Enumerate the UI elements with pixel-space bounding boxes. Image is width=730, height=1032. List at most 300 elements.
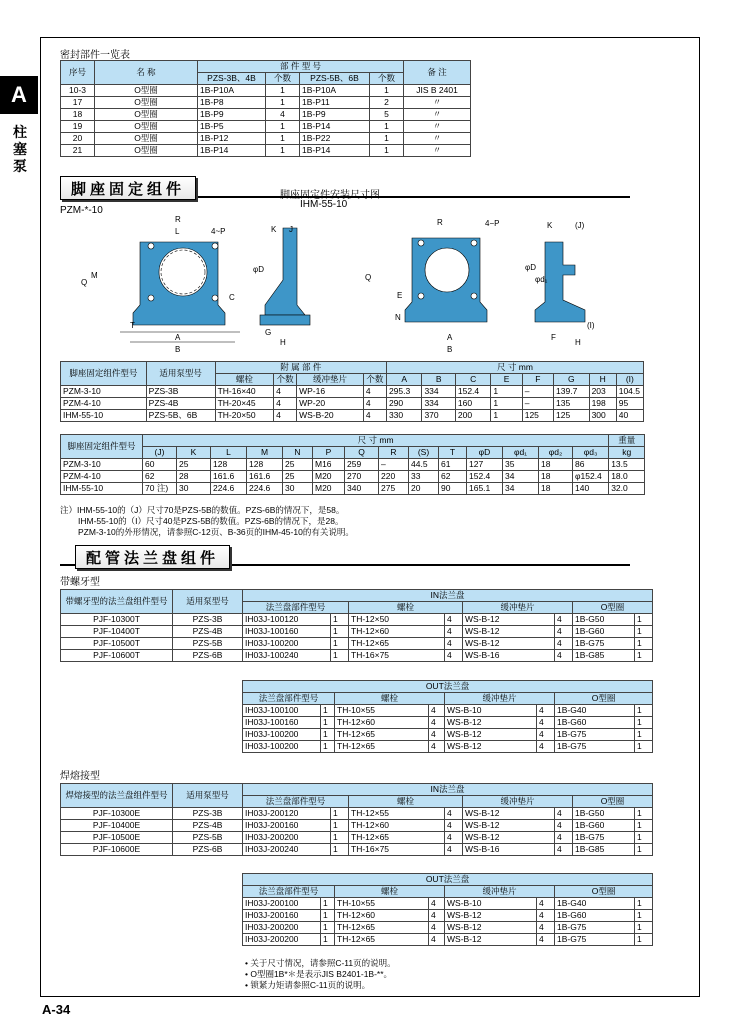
table-cell: 4 (429, 741, 445, 753)
table-row (243, 717, 653, 729)
table-cell: – (379, 459, 409, 471)
table-cell: PZM-3-10 (61, 459, 143, 471)
table-cell: PZM-3-10 (61, 386, 147, 398)
table-cell: IH03J-200120 (243, 808, 331, 820)
table-cell: M20 (313, 483, 345, 495)
col-header: 尺 寸 mm (143, 435, 609, 447)
col-header: C (455, 374, 491, 386)
table-cell: 4 (445, 844, 463, 856)
table-row (61, 109, 471, 121)
table-cell: 1 (370, 145, 404, 157)
table-cell: 30 (177, 483, 211, 495)
table-cell: 1B-P11 (300, 97, 370, 109)
col-header: 个数 (370, 73, 404, 85)
col-header: 法兰盘部件型号 (243, 602, 349, 614)
table-cell: 〃 (404, 109, 471, 121)
table-cell: TH-12×65 (349, 832, 445, 844)
table-cell: 1 (321, 898, 335, 910)
col-header: 部 件 型 号 (198, 61, 404, 73)
col-header: 缓冲垫片 (445, 886, 555, 898)
table-cell: 1 (635, 922, 653, 934)
table-cell: 1 (370, 121, 404, 133)
table-cell: PZS-3B (173, 614, 243, 626)
table-cell: 35 (503, 459, 539, 471)
table-cell: 4 (445, 820, 463, 832)
svg-text:K: K (271, 225, 277, 234)
table-cell: IH03J-200100 (243, 898, 321, 910)
svg-text:K: K (547, 221, 553, 230)
table-cell: 1 (331, 614, 349, 626)
col-header: 螺栓 (349, 602, 463, 614)
table-cell: 1 (491, 410, 522, 422)
table-cell: 334 (422, 398, 455, 410)
col-header: 备 注 (404, 61, 471, 85)
table-cell: 62 (143, 471, 177, 483)
table-cell: 140 (573, 483, 609, 495)
table-cell: 152.4 (455, 386, 491, 398)
table-cell: 1B-P12 (198, 133, 266, 145)
col-header: (S) (409, 447, 439, 459)
table-cell: PZS-5B、6B (146, 410, 215, 422)
table-cell: JIS B 2401 (404, 85, 471, 97)
table-cell: 4 (429, 705, 445, 717)
table-cell: 4 (445, 650, 463, 662)
table-cell: 90 (439, 483, 467, 495)
table-cell: 1B-G75 (573, 638, 635, 650)
svg-text:Q: Q (365, 273, 372, 282)
table-cell: 33 (409, 471, 439, 483)
table-row (243, 934, 653, 946)
table-cell: 1B-G50 (573, 808, 635, 820)
table-row (61, 614, 653, 626)
table-cell: 203 (589, 386, 616, 398)
table-cell: 4 (445, 638, 463, 650)
table-cell: IH03J-100160 (243, 717, 321, 729)
svg-text:M: M (91, 271, 98, 280)
table-row (61, 85, 471, 97)
table-cell: 5 (370, 109, 404, 121)
table-cell: 1B-G75 (573, 832, 635, 844)
col-header: R (379, 447, 409, 459)
col-header: 序号 (61, 61, 95, 85)
col-header: 脚座固定组件型号 (61, 435, 143, 459)
table-cell: O型圈 (95, 145, 198, 157)
table-cell: 270 (345, 471, 379, 483)
table-cell: 86 (573, 459, 609, 471)
col-header: O型圈 (573, 602, 653, 614)
col-header: IN法兰盘 (243, 784, 653, 796)
table-cell: IHM-55-10 (61, 483, 143, 495)
diagram-model: IHM-55-10 (300, 199, 348, 210)
svg-text:A: A (175, 333, 181, 342)
col-header: φd₃ (573, 447, 609, 459)
table-cell: WS-B-12 (445, 922, 537, 934)
foot-table-2 (60, 434, 645, 495)
table-cell: IH03J-200160 (243, 910, 321, 922)
table-cell: 1B-P14 (198, 145, 266, 157)
table-cell: 13.5 (609, 459, 645, 471)
table-cell: PJF-10500E (61, 832, 173, 844)
col-header: O型圈 (573, 796, 653, 808)
table-cell: 30 (283, 483, 313, 495)
table-cell: 224.6 (247, 483, 283, 495)
table-cell: 20 (61, 133, 95, 145)
table-cell: WS-B-20 (297, 410, 364, 422)
table-cell: PZS-4B (173, 626, 243, 638)
col-header: kg (609, 447, 645, 459)
table-cell: 1B-G50 (573, 614, 635, 626)
col-header: O型圈 (555, 886, 653, 898)
table-cell: TH-12×65 (349, 638, 445, 650)
table-cell: 1B-P10A (198, 85, 266, 97)
col-header: (J) (143, 447, 177, 459)
table-cell: 4 (429, 729, 445, 741)
page-number: A-34 (42, 1002, 71, 1017)
table-cell: 1B-G75 (555, 729, 635, 741)
col-header: 脚座固定组件型号 (61, 362, 147, 386)
table-cell: WS-B-12 (445, 729, 537, 741)
table-cell: 224.6 (211, 483, 247, 495)
front-view-right (405, 238, 487, 322)
table-cell: TH-10×55 (335, 898, 429, 910)
table-cell: 1 (635, 910, 653, 922)
foot-section-header: 脚座固定组件 (60, 176, 196, 200)
col-header: 适用泵型号 (146, 362, 215, 386)
col-header: O型圈 (555, 693, 653, 705)
table-cell: 1 (635, 638, 653, 650)
table-row (61, 650, 653, 662)
seal-title: 密封部件一览表 (60, 50, 130, 61)
table-row (61, 145, 471, 157)
table-cell: 70 注) (143, 483, 177, 495)
table-row (243, 922, 653, 934)
table-cell: 1 (491, 398, 522, 410)
table-cell: 28 (177, 471, 211, 483)
table-cell: TH-12×60 (349, 626, 445, 638)
table-cell: 4 (555, 832, 573, 844)
table-cell: PJF-10600E (61, 844, 173, 856)
table-cell: 1 (321, 705, 335, 717)
table-cell: IH03J-100120 (243, 614, 331, 626)
table-cell: PZM-4-10 (61, 398, 147, 410)
table-cell: 1 (635, 705, 653, 717)
table-cell: PZS-3B (173, 808, 243, 820)
table-cell: 1B-P10A (300, 85, 370, 97)
seal-body (61, 85, 471, 157)
svg-text:4~P: 4~P (211, 227, 226, 236)
table-cell: WS-B-12 (463, 626, 555, 638)
svg-text:E: E (397, 291, 403, 300)
table-cell: IH03J-200200 (243, 832, 331, 844)
table-row (61, 638, 653, 650)
table-cell: 1 (331, 820, 349, 832)
svg-text:T: T (130, 321, 135, 330)
foot2-body (61, 459, 645, 495)
table-cell: 1 (331, 844, 349, 856)
table-cell: 1 (266, 121, 300, 133)
table-cell: 10-3 (61, 85, 95, 97)
table-cell: IH03J-100100 (243, 705, 321, 717)
table-cell: IH03J-200200 (243, 934, 321, 946)
table-cell: 17 (61, 97, 95, 109)
table-row (61, 459, 645, 471)
table-cell: 1 (635, 832, 653, 844)
table-cell: 161.6 (247, 471, 283, 483)
col-header: 螺栓 (349, 796, 463, 808)
table-cell: TH-10×55 (335, 705, 429, 717)
table-cell: TH-16×40 (215, 386, 274, 398)
table-cell: 1 (266, 97, 300, 109)
table-cell: 1 (266, 145, 300, 157)
table-cell: 40 (616, 410, 643, 422)
table-cell: 1B-G40 (555, 898, 635, 910)
table-cell: IH03J-100240 (243, 650, 331, 662)
table-cell: 4 (537, 898, 555, 910)
col-header: 缓冲垫片 (297, 374, 364, 386)
col-header: PZS-5B、6B (300, 73, 370, 85)
table-cell: 4 (537, 922, 555, 934)
table-cell: 4 (274, 398, 297, 410)
col-header: 带螺牙型的法兰盘组件型号 (61, 590, 173, 614)
table-cell: 1B-G75 (555, 934, 635, 946)
table-cell: 295.3 (386, 386, 422, 398)
table-cell: 2 (370, 97, 404, 109)
table-cell: 1 (635, 717, 653, 729)
table-cell: 1 (370, 85, 404, 97)
col-header: 个数 (266, 73, 300, 85)
table-cell: 25 (283, 459, 313, 471)
table-cell: 161.6 (211, 471, 247, 483)
table-cell: 275 (379, 483, 409, 495)
table-cell: TH-16×75 (349, 844, 445, 856)
table-cell: 4 (445, 808, 463, 820)
table-cell: 4 (274, 386, 297, 398)
svg-text:H: H (575, 338, 581, 347)
table-cell: 1 (331, 626, 349, 638)
table-cell: WS-B-10 (445, 898, 537, 910)
table-cell: 1 (635, 820, 653, 832)
table-cell: 220 (379, 471, 409, 483)
win-body (61, 808, 653, 856)
table-cell: 18.0 (609, 471, 645, 483)
table-cell: O型圈 (95, 109, 198, 121)
col-header: 缓冲垫片 (445, 693, 555, 705)
section-title: 柱塞泵 (13, 124, 27, 174)
table-cell: WS-B-16 (463, 844, 555, 856)
table-cell: 44.5 (409, 459, 439, 471)
table-cell: 34 (503, 471, 539, 483)
table-cell: 95 (616, 398, 643, 410)
table-cell: 104.5 (616, 386, 643, 398)
col-header: Q (345, 447, 379, 459)
table-cell: TH-12×60 (335, 910, 429, 922)
table-cell: 1B-P22 (300, 133, 370, 145)
col-header: A (386, 374, 422, 386)
table-cell: 128 (247, 459, 283, 471)
table-row (61, 133, 471, 145)
table-cell: 18 (539, 483, 573, 495)
col-header: 个数 (274, 374, 297, 386)
col-header: 名 称 (95, 61, 198, 85)
table-cell: φ152.4 (573, 471, 609, 483)
table-cell: 4 (429, 922, 445, 934)
table-cell: TH-20×45 (215, 398, 274, 410)
table-cell: WS-B-12 (445, 741, 537, 753)
table-cell: WS-B-12 (463, 820, 555, 832)
table-row (243, 898, 653, 910)
svg-text:F: F (551, 333, 556, 342)
col-header: 缓冲垫片 (463, 602, 573, 614)
flange-section-header: 配管法兰盘组件 (75, 545, 230, 569)
table-cell: 125 (554, 410, 590, 422)
table-cell: 1 (331, 650, 349, 662)
svg-text:B: B (447, 345, 453, 354)
table-cell: 4 (363, 386, 386, 398)
table-row (61, 471, 645, 483)
table-cell: WP-16 (297, 386, 364, 398)
table-cell: 〃 (404, 121, 471, 133)
table-cell: WS-B-12 (445, 717, 537, 729)
table-cell: PZM-4-10 (61, 471, 143, 483)
note: • 关于尺寸情况，请参照C-11页的说明。 (245, 958, 396, 968)
table-cell: TH-12×65 (335, 934, 429, 946)
table-cell: PZS-5B (173, 832, 243, 844)
table-cell: 4 (445, 832, 463, 844)
table-cell: WS-B-12 (463, 614, 555, 626)
col-header: G (554, 374, 590, 386)
table-row (61, 483, 645, 495)
table-cell: 19 (61, 121, 95, 133)
svg-text:L: L (175, 227, 180, 236)
table-cell: IH03J-100200 (243, 729, 321, 741)
svg-text:R: R (437, 218, 443, 227)
table-cell: 1 (266, 85, 300, 97)
table-cell: 1 (321, 934, 335, 946)
table-row (61, 808, 653, 820)
col-header: T (439, 447, 467, 459)
table-cell: 32.0 (609, 483, 645, 495)
table-row (243, 705, 653, 717)
table-cell: 290 (386, 398, 422, 410)
table-cell: 25 (283, 471, 313, 483)
table-cell: TH-12×50 (349, 614, 445, 626)
table-cell: PZS-5B (173, 638, 243, 650)
table-cell: 1 (331, 832, 349, 844)
svg-text:C: C (229, 293, 235, 302)
table-cell: 1B-P14 (300, 121, 370, 133)
col-header: B (422, 374, 455, 386)
table-cell: 4 (363, 398, 386, 410)
table-cell: O型圈 (95, 85, 198, 97)
svg-text:B: B (175, 345, 181, 354)
table-cell: 62 (439, 471, 467, 483)
table-cell: 1 (635, 898, 653, 910)
table-cell: O型圈 (95, 97, 198, 109)
table-cell: WS-B-12 (445, 910, 537, 922)
table-cell: 4 (537, 717, 555, 729)
col-header: φd₂ (539, 447, 573, 459)
table-cell: 370 (422, 410, 455, 422)
table-cell: 18 (61, 109, 95, 121)
svg-text:A: A (447, 333, 453, 342)
note: 注）IHM-55-10的（J）尺寸70是PZS-5B的数值。PZS-6B的情况下，是58。 (60, 505, 345, 515)
table-cell: 25 (177, 459, 211, 471)
table-cell: 61 (439, 459, 467, 471)
table-cell: 34 (503, 483, 539, 495)
table-cell: 1 (635, 844, 653, 856)
diagram-title: 脚座固定件安装尺寸图 (280, 190, 380, 201)
foot1-body (61, 386, 644, 422)
table-cell: 4 (537, 910, 555, 922)
table-cell: 〃 (404, 133, 471, 145)
table-cell: 1B-G60 (555, 910, 635, 922)
table-cell: 334 (422, 386, 455, 398)
table-cell: IH03J-100160 (243, 626, 331, 638)
col-header: M (247, 447, 283, 459)
col-header: IN法兰盘 (243, 590, 653, 602)
table-cell: 4 (555, 626, 573, 638)
tout-body (243, 705, 653, 753)
table-cell: 18 (539, 471, 573, 483)
table-cell: 1 (635, 741, 653, 753)
table-cell: 165.1 (467, 483, 503, 495)
table-cell: 340 (345, 483, 379, 495)
col-header: 螺栓 (335, 693, 445, 705)
col-header: 缓冲垫片 (463, 796, 573, 808)
table-cell: 1B-G85 (573, 650, 635, 662)
table-cell: 1B-G60 (573, 626, 635, 638)
table-cell: 4 (555, 820, 573, 832)
table-cell: TH-12×55 (349, 808, 445, 820)
threaded-in-table (60, 589, 653, 662)
table-cell: PJF-10300T (61, 614, 173, 626)
table-cell: O型圈 (95, 133, 198, 145)
table-cell: PJF-10600T (61, 650, 173, 662)
table-cell: 139.7 (554, 386, 590, 398)
col-header: 法兰盘部件型号 (243, 886, 335, 898)
table-cell: – (522, 386, 553, 398)
col-header: 螺栓 (215, 374, 274, 386)
table-cell: 4 (266, 109, 300, 121)
foot-notes (60, 505, 354, 538)
table-cell: 128 (211, 459, 247, 471)
table-cell: 4 (555, 614, 573, 626)
table-cell: IH03J-200240 (243, 844, 331, 856)
table-cell: 1 (321, 741, 335, 753)
table-row (61, 398, 644, 410)
table-cell: TH-20×50 (215, 410, 274, 422)
table-row (61, 386, 644, 398)
table-cell: 1B-P14 (300, 145, 370, 157)
table-cell: 〃 (404, 145, 471, 157)
table-row (61, 844, 653, 856)
table-cell: 4 (445, 614, 463, 626)
table-cell: TH-12×60 (349, 820, 445, 832)
table-cell: 300 (589, 410, 616, 422)
table-cell: 4 (555, 638, 573, 650)
table-cell: 1B-G40 (555, 705, 635, 717)
col-header: (I) (616, 374, 643, 386)
table-row (243, 729, 653, 741)
flange-notes (245, 958, 396, 991)
table-cell: PZS-4B (146, 398, 215, 410)
table-cell: 198 (589, 398, 616, 410)
svg-text:φd₁: φd₁ (535, 275, 548, 284)
foot-left-model: PZM-*-10 (60, 205, 103, 216)
table-cell: WS-B-12 (445, 934, 537, 946)
table-cell: 4 (537, 729, 555, 741)
table-cell: – (522, 398, 553, 410)
